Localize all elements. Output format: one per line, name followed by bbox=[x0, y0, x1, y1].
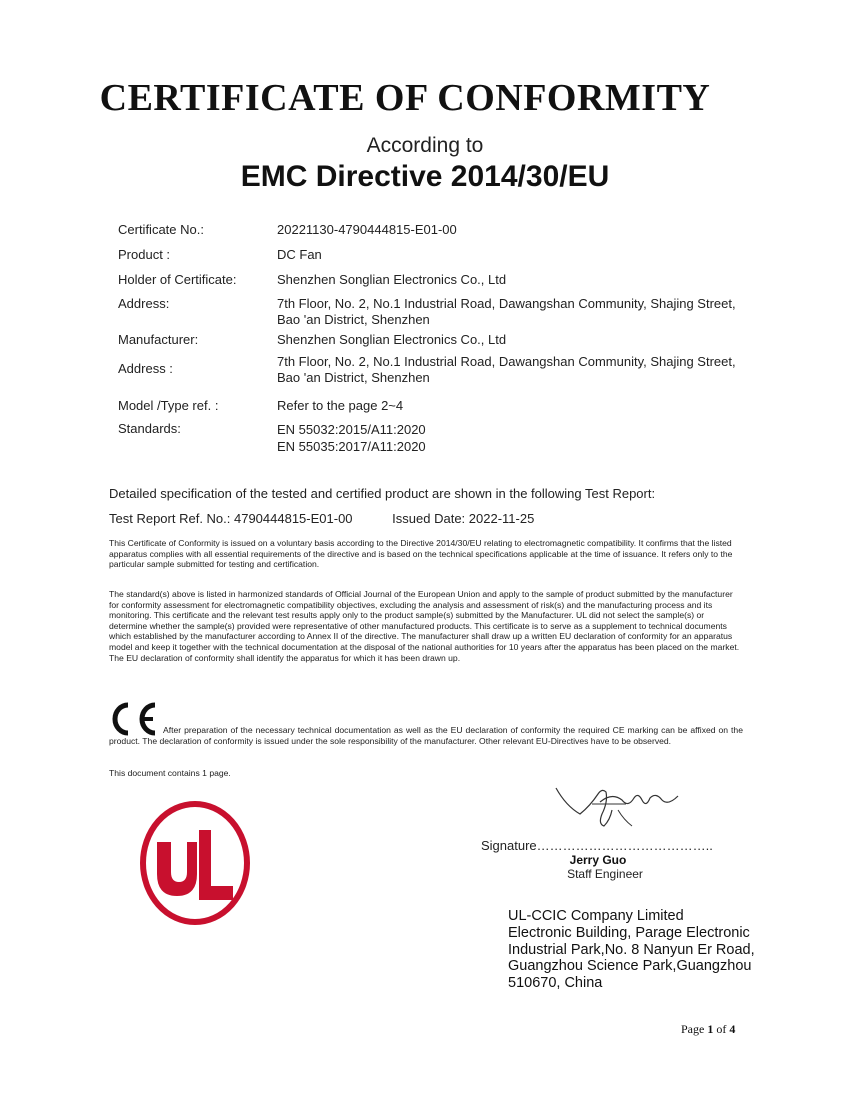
page-prefix: Page bbox=[681, 1022, 705, 1036]
field-value: DC Fan bbox=[277, 247, 322, 262]
issuer-line: UL-CCIC Company Limited bbox=[508, 908, 684, 924]
field-value: Shenzhen Songlian Electronics Co., Ltd bbox=[277, 272, 507, 287]
issuer-line: Electronic Building, Parage Electronic bbox=[508, 924, 750, 941]
field-label: Model /Type ref. : bbox=[118, 398, 219, 413]
certificate-title: CERTIFICATE OF CONFORMITY bbox=[99, 77, 711, 119]
page-total: 4 bbox=[729, 1022, 736, 1036]
standard-line-2: EN 55035:2017/A11:2020 bbox=[277, 439, 426, 454]
address-line-2: Bao 'an District, Shenzhen bbox=[277, 312, 430, 327]
signer-name: Jerry Guo bbox=[569, 853, 627, 867]
address-line-1: 7th Floor, No. 2, No.1 Industrial Road, Dawangshan Community, Shajing Street, bbox=[277, 296, 736, 311]
standards-paragraph: The standard(s) above is listed in harmonized standards of Official Journal of the European Union and apply to the sample of product submitted by the manufacturer for conformity assessment for electromagnetic compatibility objectives, excluding the analysis and assessment of risk(s) and the manufacturing process and its monitoring. This certificate and the relevant test results apply only to the product sample(s) submitted by the Manufacturer. UL did not select the sample(s) or determine whether the sample(s) provided were representative of other manufactured products. This certificate is to serve as a supplement to technical documents which established by the manufacturer according to Annex II of the directive. The manufacturer shall draw up a written EU declaration of conformity for an apparatus model and keep it together with the technical documentation at the disposal of the national authorities for 10 years after the apparatus has been placed on the market. The EU declaration of conformity shall identify the apparatus for which it has been drawn up. bbox=[109, 589, 740, 663]
standard-line-1: EN 55032:2015/A11:2020 bbox=[277, 422, 426, 437]
issuer-address bbox=[508, 908, 755, 992]
ce-paragraph: After preparation of the necessary technical documentation as well as the EU declaration of conformity the required CE marking can be affixed on the product. The declaration of conformity is issued under the sole responsibility of the manufacturer. Other relevant EU-Directives have to be observed. bbox=[109, 725, 743, 746]
field-value: Refer to the page 2~4 bbox=[277, 398, 404, 413]
page-of: of bbox=[716, 1022, 727, 1036]
signature-label: Signature………………………………….. bbox=[481, 838, 713, 853]
page-current: 1 bbox=[707, 1022, 714, 1036]
signature-image bbox=[552, 780, 682, 832]
directive-heading: EMC Directive 2014/30/EU bbox=[240, 160, 610, 193]
test-report-ref: Test Report Ref. No.: 4790444815-E01-00 bbox=[109, 511, 353, 526]
address-line-1: 7th Floor, No. 2, No.1 Industrial Road, Dawangshan Community, Shajing Street, bbox=[277, 354, 736, 369]
field-label: Certificate No.: bbox=[118, 222, 204, 237]
field-label: Product : bbox=[118, 247, 171, 262]
conformity-paragraph: This Certificate of Conformity is issued on a voluntary basis according to the Directive 2014/30/EU relating to electromagnetic compatibility. It confirms that the listed apparatus complies with all essential requirements of the directive and is based on the technical specifications applicable at the time of issuance. It refers only to the particular sample submitted for testing and certification. bbox=[109, 538, 733, 570]
field-value: Shenzhen Songlian Electronics Co., Ltd bbox=[277, 332, 507, 347]
page-number bbox=[681, 1022, 735, 1037]
detail-text: Detailed specification of the tested and certified product are shown in the following Test Report: bbox=[109, 486, 656, 501]
field-label: Manufacturer: bbox=[118, 332, 199, 347]
field-label: Holder of Certificate: bbox=[118, 272, 237, 287]
field-value bbox=[277, 421, 757, 455]
issuer-line: Industrial Park,No. 8 Nanyun Er Road, bbox=[508, 941, 755, 958]
test-report-issued-date: Issued Date: 2022-11-25 bbox=[392, 511, 535, 526]
signer-title: Staff Engineer bbox=[567, 867, 643, 881]
test-report-line bbox=[109, 511, 534, 526]
field-value bbox=[277, 296, 757, 328]
field-label: Address : bbox=[118, 361, 173, 376]
field-value bbox=[277, 354, 757, 386]
according-to-text: According to bbox=[366, 134, 484, 157]
address-line-2: Bao 'an District, Shenzhen bbox=[277, 370, 430, 385]
field-label: Address: bbox=[118, 296, 170, 311]
field-value: 20221130-4790444815-E01-00 bbox=[277, 222, 457, 237]
page-count-note: This document contains 1 page. bbox=[109, 768, 231, 778]
issuer-line: 510670, China bbox=[508, 975, 603, 992]
field-label: Standards: bbox=[118, 421, 181, 436]
issuer-line: Guangzhou Science Park,Guangzhou bbox=[508, 958, 752, 975]
